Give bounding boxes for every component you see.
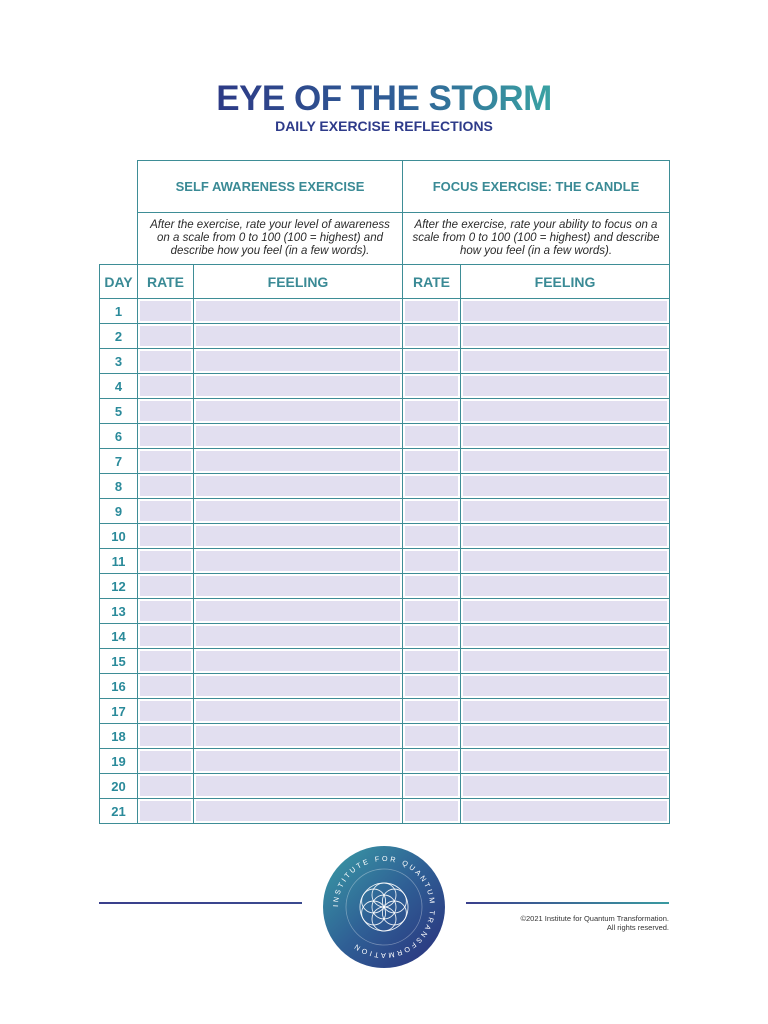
entry-field[interactable] bbox=[196, 501, 400, 521]
footer-divider-right bbox=[466, 902, 669, 904]
entry-field[interactable] bbox=[405, 376, 458, 396]
entry-field[interactable] bbox=[196, 626, 400, 646]
entry-field[interactable] bbox=[463, 626, 667, 646]
exercise-2-rate-cell[interactable] bbox=[403, 549, 461, 574]
exercise-2-feeling-cell[interactable] bbox=[461, 774, 670, 799]
page-subtitle: DAILY EXERCISE REFLECTIONS bbox=[275, 118, 493, 134]
entry-field[interactable] bbox=[405, 476, 458, 496]
exercise-2-feeling-cell[interactable] bbox=[461, 724, 670, 749]
exercise-2-rate-cell[interactable] bbox=[403, 474, 461, 499]
exercise-1-feeling-cell[interactable] bbox=[194, 774, 403, 799]
exercise-2-title: FOCUS EXERCISE: THE CANDLE bbox=[403, 161, 670, 213]
day-number: 14 bbox=[100, 624, 138, 649]
entry-field[interactable] bbox=[463, 576, 667, 596]
table-row bbox=[100, 699, 670, 724]
exercise-1-feeling-cell[interactable] bbox=[194, 499, 403, 524]
entry-field[interactable] bbox=[463, 801, 667, 821]
entry-field[interactable] bbox=[405, 351, 458, 371]
exercise-2-feeling-cell[interactable] bbox=[461, 599, 670, 624]
exercise-1-feeling-cell[interactable] bbox=[194, 724, 403, 749]
day-number: 4 bbox=[100, 374, 138, 399]
day-number: 10 bbox=[100, 524, 138, 549]
entry-field[interactable] bbox=[196, 651, 400, 671]
entry-field[interactable] bbox=[463, 601, 667, 621]
exercise-2-instructions: After the exercise, rate your ability to focus on a scale from 0 to 100 (100 = highest) and describe how you feel (in a few words). bbox=[403, 213, 670, 265]
exercise-2-feeling-cell[interactable] bbox=[461, 674, 670, 699]
exercise-2-feeling-cell[interactable] bbox=[461, 749, 670, 774]
exercise-2-feeling-cell[interactable] bbox=[461, 799, 670, 824]
day-number: 21 bbox=[100, 799, 138, 824]
entry-field[interactable] bbox=[405, 326, 458, 346]
entry-field[interactable] bbox=[405, 726, 458, 746]
entry-field[interactable] bbox=[140, 526, 191, 546]
entry-field[interactable] bbox=[196, 676, 400, 696]
table-row bbox=[100, 324, 670, 349]
entry-field[interactable] bbox=[463, 751, 667, 771]
entry-field[interactable] bbox=[463, 476, 667, 496]
exercise-2-rate-cell[interactable] bbox=[403, 374, 461, 399]
exercise-1-feeling-cell[interactable] bbox=[194, 574, 403, 599]
exercise-1-title: SELF AWARENESS EXERCISE bbox=[138, 161, 403, 213]
entry-field[interactable] bbox=[140, 676, 191, 696]
entry-field[interactable] bbox=[405, 651, 458, 671]
exercise-1-feeling-cell[interactable] bbox=[194, 324, 403, 349]
entry-field[interactable] bbox=[463, 551, 667, 571]
institute-logo bbox=[322, 845, 446, 969]
entry-field[interactable] bbox=[140, 326, 191, 346]
day-number: 6 bbox=[100, 424, 138, 449]
exercise-2-feeling-cell[interactable] bbox=[461, 649, 670, 674]
exercise-1-rate-cell[interactable] bbox=[138, 599, 194, 624]
reflection-table bbox=[99, 160, 670, 824]
entry-field[interactable] bbox=[405, 576, 458, 596]
entry-field[interactable] bbox=[405, 501, 458, 521]
entry-field[interactable] bbox=[140, 376, 191, 396]
entry-field[interactable] bbox=[140, 426, 191, 446]
entry-field[interactable] bbox=[405, 551, 458, 571]
day-number: 19 bbox=[100, 749, 138, 774]
entry-field[interactable] bbox=[196, 326, 400, 346]
entry-field[interactable] bbox=[463, 501, 667, 521]
entry-field[interactable] bbox=[140, 351, 191, 371]
exercise-2-rate-cell[interactable] bbox=[403, 624, 461, 649]
exercise-2-feeling-cell[interactable] bbox=[461, 474, 670, 499]
entry-field[interactable] bbox=[140, 801, 191, 821]
exercise-1-feeling-cell[interactable] bbox=[194, 399, 403, 424]
exercise-1-feeling-header: FEELING bbox=[194, 265, 403, 299]
table-row bbox=[100, 399, 670, 424]
exercise-2-feeling-cell[interactable] bbox=[461, 399, 670, 424]
exercise-2-feeling-cell[interactable] bbox=[461, 449, 670, 474]
exercise-2-feeling-cell[interactable] bbox=[461, 299, 670, 324]
day-number: 20 bbox=[100, 774, 138, 799]
exercise-2-rate-cell[interactable] bbox=[403, 699, 461, 724]
entry-field[interactable] bbox=[140, 726, 191, 746]
entry-field[interactable] bbox=[405, 751, 458, 771]
exercise-1-rate-cell[interactable] bbox=[138, 324, 194, 349]
table-row bbox=[100, 774, 670, 799]
exercise-2-rate-cell[interactable] bbox=[403, 524, 461, 549]
entry-field[interactable] bbox=[196, 401, 400, 421]
table-row bbox=[100, 474, 670, 499]
day-number: 3 bbox=[100, 349, 138, 374]
exercise-1-rate-cell[interactable] bbox=[138, 674, 194, 699]
entry-field[interactable] bbox=[140, 751, 191, 771]
entry-field[interactable] bbox=[196, 551, 400, 571]
table-row bbox=[100, 299, 670, 324]
exercise-1-rate-cell[interactable] bbox=[138, 524, 194, 549]
copyright-line-2: All rights reserved. bbox=[606, 923, 669, 932]
page-title-text: EYE OF THE STORM bbox=[216, 79, 552, 118]
exercise-2-rate-cell[interactable] bbox=[403, 299, 461, 324]
entry-field[interactable] bbox=[463, 726, 667, 746]
day-number: 2 bbox=[100, 324, 138, 349]
entry-field[interactable] bbox=[405, 601, 458, 621]
exercise-2-rate-cell[interactable] bbox=[403, 649, 461, 674]
table-row bbox=[100, 549, 670, 574]
exercise-1-feeling-cell[interactable] bbox=[194, 749, 403, 774]
entry-field[interactable] bbox=[196, 701, 400, 721]
exercise-2-feeling-cell[interactable] bbox=[461, 499, 670, 524]
entry-field[interactable] bbox=[140, 701, 191, 721]
day-number: 9 bbox=[100, 499, 138, 524]
exercise-1-rate-cell[interactable] bbox=[138, 724, 194, 749]
exercise-2-feeling-cell[interactable] bbox=[461, 374, 670, 399]
exercise-1-rate-cell[interactable] bbox=[138, 549, 194, 574]
exercise-1-feeling-cell[interactable] bbox=[194, 799, 403, 824]
exercise-2-rate-cell[interactable] bbox=[403, 399, 461, 424]
day-number: 16 bbox=[100, 674, 138, 699]
exercise-1-feeling-cell[interactable] bbox=[194, 424, 403, 449]
entry-field[interactable] bbox=[463, 376, 667, 396]
exercise-1-feeling-cell[interactable] bbox=[194, 699, 403, 724]
entry-field[interactable] bbox=[463, 301, 667, 321]
entry-field[interactable] bbox=[196, 751, 400, 771]
entry-field[interactable] bbox=[405, 801, 458, 821]
page-title bbox=[0, 80, 768, 118]
table-row bbox=[100, 349, 670, 374]
day-number: 12 bbox=[100, 574, 138, 599]
exercise-1-feeling-cell[interactable] bbox=[194, 674, 403, 699]
entry-field[interactable] bbox=[405, 701, 458, 721]
entry-field[interactable] bbox=[140, 651, 191, 671]
day-number: 7 bbox=[100, 449, 138, 474]
exercise-1-feeling-cell[interactable] bbox=[194, 524, 403, 549]
exercise-1-rate-cell[interactable] bbox=[138, 449, 194, 474]
entry-field[interactable] bbox=[140, 476, 191, 496]
exercise-1-rate-cell[interactable] bbox=[138, 624, 194, 649]
entry-field[interactable] bbox=[463, 651, 667, 671]
entry-field[interactable] bbox=[463, 326, 667, 346]
exercise-1-feeling-cell[interactable] bbox=[194, 474, 403, 499]
exercise-2-rate-cell[interactable] bbox=[403, 349, 461, 374]
exercise-1-rate-cell[interactable] bbox=[138, 399, 194, 424]
exercise-1-rate-cell[interactable] bbox=[138, 349, 194, 374]
footer-divider-left bbox=[99, 902, 302, 904]
entry-field[interactable] bbox=[405, 526, 458, 546]
exercise-2-feeling-cell[interactable] bbox=[461, 524, 670, 549]
exercise-2-rate-cell[interactable] bbox=[403, 599, 461, 624]
exercise-2-rate-cell[interactable] bbox=[403, 449, 461, 474]
column-header-row bbox=[100, 265, 670, 299]
exercise-2-rate-cell[interactable] bbox=[403, 774, 461, 799]
entry-field[interactable] bbox=[140, 776, 191, 796]
entry-field[interactable] bbox=[405, 451, 458, 471]
exercise-1-feeling-cell[interactable] bbox=[194, 599, 403, 624]
entry-field[interactable] bbox=[463, 351, 667, 371]
entry-field[interactable] bbox=[196, 776, 400, 796]
entry-field[interactable] bbox=[140, 401, 191, 421]
exercise-title-row bbox=[100, 161, 670, 213]
entry-field[interactable] bbox=[463, 426, 667, 446]
entry-field[interactable] bbox=[140, 551, 191, 571]
exercise-2-rate-cell[interactable] bbox=[403, 799, 461, 824]
table-row bbox=[100, 724, 670, 749]
entry-field[interactable] bbox=[405, 401, 458, 421]
table-row bbox=[100, 574, 670, 599]
entry-field[interactable] bbox=[463, 451, 667, 471]
exercise-1-rate-cell[interactable] bbox=[138, 474, 194, 499]
entry-field[interactable] bbox=[196, 451, 400, 471]
exercise-1-rate-cell[interactable] bbox=[138, 799, 194, 824]
entry-field[interactable] bbox=[196, 576, 400, 596]
entry-field[interactable] bbox=[196, 801, 400, 821]
exercise-2-rate-cell[interactable] bbox=[403, 499, 461, 524]
exercise-1-feeling-cell[interactable] bbox=[194, 449, 403, 474]
entry-field[interactable] bbox=[140, 501, 191, 521]
logo-text: INSTITUTE FOR QUANTUM TRANSFORMATION bbox=[330, 853, 438, 961]
exercise-1-feeling-cell[interactable] bbox=[194, 624, 403, 649]
exercise-2-rate-cell[interactable] bbox=[403, 574, 461, 599]
exercise-1-feeling-cell[interactable] bbox=[194, 349, 403, 374]
exercise-1-rate-cell[interactable] bbox=[138, 749, 194, 774]
entry-field[interactable] bbox=[463, 701, 667, 721]
exercise-1-rate-header: RATE bbox=[138, 265, 194, 299]
exercise-1-rate-cell[interactable] bbox=[138, 574, 194, 599]
entry-field[interactable] bbox=[405, 626, 458, 646]
entry-field[interactable] bbox=[405, 676, 458, 696]
table-row bbox=[100, 524, 670, 549]
table-row bbox=[100, 799, 670, 824]
exercise-2-rate-cell[interactable] bbox=[403, 424, 461, 449]
entry-field[interactable] bbox=[140, 601, 191, 621]
entry-field[interactable] bbox=[196, 376, 400, 396]
entry-field[interactable] bbox=[405, 776, 458, 796]
entry-field[interactable] bbox=[463, 401, 667, 421]
day-number: 1 bbox=[100, 299, 138, 324]
copyright-notice bbox=[520, 914, 669, 932]
exercise-1-feeling-cell[interactable] bbox=[194, 549, 403, 574]
table-row bbox=[100, 499, 670, 524]
day-column-header: DAY bbox=[100, 265, 138, 299]
exercise-2-feeling-cell[interactable] bbox=[461, 324, 670, 349]
copyright-line-1: ©2021 Institute for Quantum Transformation. bbox=[520, 914, 669, 923]
exercise-1-feeling-cell[interactable] bbox=[194, 299, 403, 324]
exercise-2-feeling-cell[interactable] bbox=[461, 699, 670, 724]
entry-field[interactable] bbox=[405, 426, 458, 446]
exercise-instructions-row bbox=[100, 213, 670, 265]
day-number: 5 bbox=[100, 399, 138, 424]
exercise-1-instructions: After the exercise, rate your level of awareness on a scale from 0 to 100 (100 = highest) and describe how you feel (in a few words). bbox=[138, 213, 403, 265]
entry-field[interactable] bbox=[140, 451, 191, 471]
table-row bbox=[100, 374, 670, 399]
entry-field[interactable] bbox=[140, 576, 191, 596]
exercise-2-rate-cell[interactable] bbox=[403, 724, 461, 749]
exercise-1-rate-cell[interactable] bbox=[138, 374, 194, 399]
exercise-1-rate-cell[interactable] bbox=[138, 299, 194, 324]
day-number: 13 bbox=[100, 599, 138, 624]
day-number: 17 bbox=[100, 699, 138, 724]
exercise-2-feeling-header: FEELING bbox=[461, 265, 670, 299]
entry-field[interactable] bbox=[196, 351, 400, 371]
entry-field[interactable] bbox=[196, 476, 400, 496]
exercise-2-rate-header: RATE bbox=[403, 265, 461, 299]
blank-corner bbox=[100, 161, 138, 213]
exercise-2-rate-cell[interactable] bbox=[403, 324, 461, 349]
exercise-2-rate-cell[interactable] bbox=[403, 674, 461, 699]
exercise-2-feeling-cell[interactable] bbox=[461, 624, 670, 649]
entry-field[interactable] bbox=[196, 426, 400, 446]
entry-field[interactable] bbox=[140, 301, 191, 321]
table-row bbox=[100, 674, 670, 699]
exercise-2-feeling-cell[interactable] bbox=[461, 574, 670, 599]
table-row bbox=[100, 624, 670, 649]
exercise-1-rate-cell[interactable] bbox=[138, 774, 194, 799]
entry-field[interactable] bbox=[196, 601, 400, 621]
table-row bbox=[100, 649, 670, 674]
entry-field[interactable] bbox=[463, 776, 667, 796]
exercise-1-feeling-cell[interactable] bbox=[194, 649, 403, 674]
table-row bbox=[100, 749, 670, 774]
day-number: 18 bbox=[100, 724, 138, 749]
exercise-2-feeling-cell[interactable] bbox=[461, 424, 670, 449]
entry-field[interactable] bbox=[196, 726, 400, 746]
exercise-1-feeling-cell[interactable] bbox=[194, 374, 403, 399]
exercise-1-rate-cell[interactable] bbox=[138, 424, 194, 449]
entry-field[interactable] bbox=[196, 301, 400, 321]
entry-field[interactable] bbox=[140, 626, 191, 646]
exercise-1-rate-cell[interactable] bbox=[138, 649, 194, 674]
entry-field[interactable] bbox=[196, 526, 400, 546]
exercise-2-feeling-cell[interactable] bbox=[461, 549, 670, 574]
entry-field[interactable] bbox=[405, 301, 458, 321]
day-number: 11 bbox=[100, 549, 138, 574]
exercise-1-rate-cell[interactable] bbox=[138, 499, 194, 524]
exercise-2-feeling-cell[interactable] bbox=[461, 349, 670, 374]
entry-field[interactable] bbox=[463, 676, 667, 696]
day-number: 15 bbox=[100, 649, 138, 674]
entry-field[interactable] bbox=[463, 526, 667, 546]
exercise-2-rate-cell[interactable] bbox=[403, 749, 461, 774]
day-number: 8 bbox=[100, 474, 138, 499]
table-row bbox=[100, 599, 670, 624]
table-row bbox=[100, 424, 670, 449]
exercise-1-rate-cell[interactable] bbox=[138, 699, 194, 724]
blank-corner bbox=[100, 213, 138, 265]
table-row bbox=[100, 449, 670, 474]
